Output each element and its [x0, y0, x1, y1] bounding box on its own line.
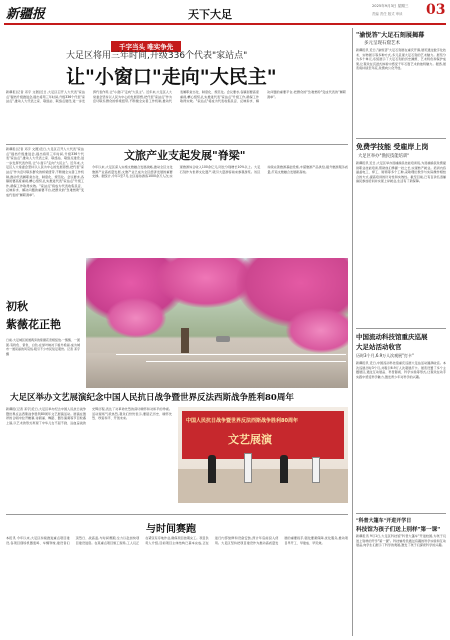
industry-body: 今年以来,大足区深入实施文旅融合发展战略,推动全区文化旅游产业高质量发展,文旅产业已成为全区经济发展的重要支撑。据统计,今年1至7月,全区接待游客1000余万人次,实现旅游综合收入100余亿元,同比分别增长10%以上。大足石刻作为世界文化遗产,吸引大量游客前来参观游览。该区持续完善旅游基础设施,丰富旅游产品供给,提升旅游服务质量,打造文旅融合发展新高地。	[92, 165, 348, 179]
crape-myrtle-photo	[86, 258, 348, 388]
side4-title: "科普大篷车"开进开学日	[356, 518, 412, 524]
masthead-rule	[4, 23, 446, 25]
side4-body: 新疆报讯 9月1日,大足区科技馆"科普大篷车"开进校园,为孩子们送上别样的开学"第一课"。科技辅导员通过有趣的科学实验和互动展品,向学生们展示了科学的奥秘,激发了孩子们探索科学的兴趣。	[356, 534, 446, 548]
photo-block	[6, 258, 348, 388]
stage-banner-text: 中国人民抗日战争暨世界反法西斯战争胜利80周年	[186, 418, 298, 424]
lead-subtitle: 大足区将用三年时间,升级336个代表"家站点"	[66, 51, 248, 61]
performance-photo	[178, 407, 348, 503]
industry-article	[6, 147, 348, 242]
lead-title: 让"小窗口"走向"大民主"	[66, 66, 277, 88]
side2-body: 新疆报讯 近日,大足区举办退捕渔民技能培训班,为退捕渔民免费提供职业技能培训,帮助他们掌握一技之长,实现转产就业。培训内容涵盖电工、焊工、厨师等多个工种,采取理论教学与实际操作相结合的方式,提高培训的针对性和实效性。截至目前,已有百余名退捕渔民参加培训并实现上岸就业,生活有了新保障。	[356, 161, 446, 184]
photo-caption: 日前,大足城区街道两旁的紫薇花竞相绽放,一簇簇、一团团,有粉色、紫色、白色,在绿叶映衬下格外艳丽,成为城市一道亮丽的风景线,吸引不少市民驻足观赏。记者 邓宇 摄	[6, 338, 80, 356]
date-line: 2025年9月3日 星期三	[372, 4, 409, 8]
anniversary-article	[6, 391, 348, 511]
bottom-body: 本报讯 今年以来,大足区持续推进重点项目建设,各项目现场机器轰鸣、车辆穿梭,建设者们顶烈日、战高温,与时间赛跑,全力以赴加快项目建设进度。在某重点项目施工现场,工人们正在紧张有序地作业,确保项目按期完工。项目负责人介绍,目前项目主体结构已基本完成,正在进行内部装修和设备安装,预计年底前投入使用。大足区坚持把项目建设作为推动高质量发展的重要抓手,强化要素保障,优化服务,推动项目早开工、早建成、早见效。	[6, 536, 348, 545]
bottom-title: 与时间赛跑	[146, 524, 196, 535]
lead-body: 新疆报(记者 邓宇 文图)近日,大足区召开人大代表"家站点"提档升级推进会,提出将用三年时间,升级336个代表"家站点",推动人大代表之家、联络站、联络点建设,进一步发挥代表作用,让"小窗口"走向"大民主"。近年来,大足区人大常委会坚持以人民为中心的发展思想,把代表"家站点"作为密切联系群众的桥梁纽带,不断健全完善工作机制,推动代表履职常态化、制度化、规范化。会议要求,各镇街要高度重视,精心组织,扎实推进代表"家站点"升级工作,确保工作取得实效。"家站点"将成为代表收集民意、反映诉求、解决问题的重要平台,把群众的"急难愁盼"变成代表的"履职清单"。	[6, 90, 346, 104]
side3-sub: 历时3个月,6.9万人次观展"打卡"	[356, 353, 414, 358]
paper-logo: 新疆报	[6, 7, 46, 22]
side1-sub: 多元呈现石窟艺术	[364, 41, 400, 46]
side3-title: 中国流动科技馆重庆巡展	[356, 333, 428, 341]
section-title: 天下大足	[188, 8, 232, 21]
side2-sub: 大足区举办"渔民技能培训"	[358, 154, 410, 159]
stage-banner-sub: 文艺展演	[228, 433, 272, 446]
side1-body: 新疆报讯 近日,"渝悦答"大足石刻展在重庆开幕,展览通过数字化技术、实物展示等多种方式,多元呈现大足石刻的艺术魅力。展览分为多个单元,系统展示了大足石刻的历史渊源、艺术特色和保护成果,让观众在沉浸式体验中感受千年石窟艺术的独特魅力。据悉,展览将持续至年底,免费向公众开放。	[356, 48, 446, 71]
sidebar	[356, 28, 446, 636]
bottom-article	[6, 514, 348, 638]
side4-title2: 科技馆为孩子们送上别样"第一课"	[356, 527, 441, 533]
lead-kicker: 千字当头 唯实争先	[111, 41, 181, 52]
page-number: 03	[426, 2, 446, 18]
photo-title2: 紫薇花正艳	[6, 318, 61, 331]
industry-left-text: 新疆报(记者 邓宇 文图)近日,大足区召开人大代表"家站点"提档升级推进会,提出将用三年时间,升级336个代表"家站点",推动人大代表之家、联络站、联络点建设,进一步发挥代表作用,让"小窗口"走向"大民主"。近年来,大足区人大常委会坚持以人民为中心的发展思想,把代表"家站点"作为密切联系群众的桥梁纽带,不断健全完善工作机制,推动代表履职常态化、制度化、规范化。会议要求,各镇街要高度重视,精心组织,扎实推进代表"家站点"升级工作,确保工作取得实效。"家站点"将成为代表收集民意、反映诉求、解决问题的重要平台,把群众的"急难愁盼"变成代表的"履职清单"。	[6, 147, 84, 197]
industry-title: 文旅产业支起发展"脊梁"	[124, 149, 246, 162]
side3-title2: 大足站活动收官	[356, 343, 402, 351]
side3-body: 新疆报讯 近日,中国流动科技馆重庆巡展大足站活动圆满收官。本次巡展历时3个月,共吸引6.9万人次观展打卡。展览设置了多个主题展区,通过互动展品、科普影视、科学实验等形式,让观众在动手实践中感受科学魅力,激发青少年对科学的兴趣。	[356, 361, 446, 379]
editor-line: 责编 责任 版式 审读	[372, 12, 403, 16]
divider-1	[6, 144, 348, 145]
side2-title: 免费学技能 受雇岸上岗	[356, 142, 429, 151]
photo-title: 初秋	[6, 300, 28, 313]
lead-article	[6, 30, 348, 142]
anniversary-title: 大足区举办文艺展演纪念中国人民抗日战争暨世界反法西斯战争胜利80周年	[10, 393, 294, 403]
column-divider	[352, 28, 353, 636]
masthead	[0, 0, 450, 26]
anniversary-body: 新疆报(记者 邓宇)近日,大足区举办纪念中国人民抗日战争暨世界反法西斯战争胜利80周年文艺展演活动。展演在激昂的合唱中拉开帷幕,诗朗诵、舞蹈、器乐演奏等节目轮番上演,以艺术的形式再现了中华儿女不屈不挠、浴血奋战的光辉历程,表达了对革命先烈的深切缅怀和对和平的珍视。活动现场气氛热烈,观众们纷纷表示,要铭记历史、缅怀先烈、珍爱和平、开创未来。	[6, 407, 172, 425]
side1-title: "渝悦答"大足石刻展揭幕	[356, 32, 425, 39]
